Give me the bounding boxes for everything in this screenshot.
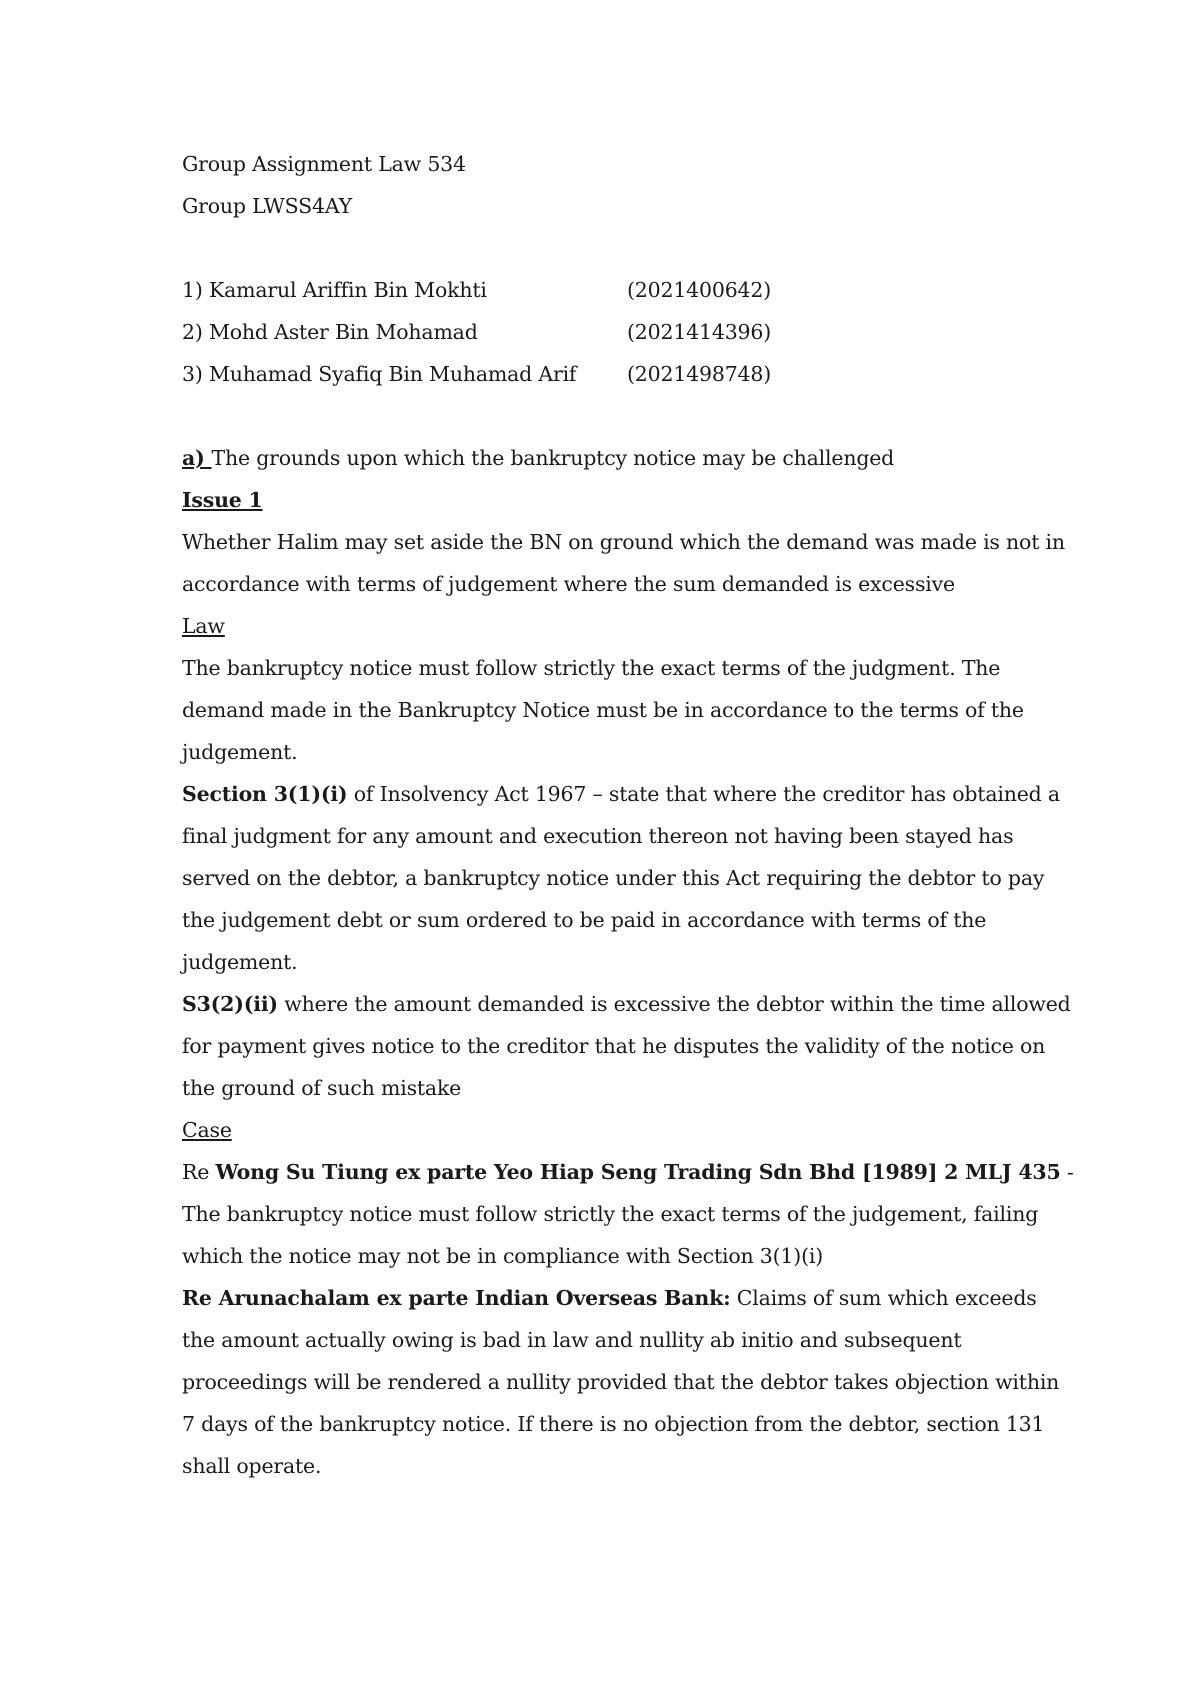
question-label: a) xyxy=(182,446,212,470)
member-name: 1) Kamarul Ariffin Bin Mokhti xyxy=(182,278,487,302)
member-name: 2) Mohd Aster Bin Mohamad xyxy=(182,320,478,344)
case-text-line: 7 days of the bankruptcy notice. If there is no objection from the debtor, section 131 xyxy=(182,1412,1045,1436)
law-text-line: The bankruptcy notice must follow strictly the exact terms of the judgment. The xyxy=(182,656,1001,680)
issue-heading: Issue 1 xyxy=(182,488,263,512)
law-text-line: judgement. xyxy=(182,740,298,764)
section-text-line: for payment gives notice to the creditor that he disputes the validity of the notice on xyxy=(182,1034,1046,1058)
section-text-line: judgement. xyxy=(182,950,298,974)
section-3-2-ii-label: S3(2)(ii) xyxy=(182,992,278,1016)
member-row xyxy=(182,353,1062,395)
section-3-1-i-text: of Insolvency Act 1967 – state that where the creditor has obtained a xyxy=(347,782,1060,806)
member-id: (2021414396) xyxy=(627,320,772,344)
case-1-prefix: Re xyxy=(182,1160,216,1184)
question-line xyxy=(182,437,1062,479)
section-3-2-ii-line xyxy=(182,983,1071,1025)
group-name: Group LWSS4AY xyxy=(182,194,352,218)
case-text-line: shall operate. xyxy=(182,1454,322,1478)
member-name: 3) Muhamad Syafiq Bin Muhamad Arif xyxy=(182,362,577,386)
section-text-line: the ground of such mistake xyxy=(182,1076,462,1100)
member-row xyxy=(182,311,1062,353)
case-1-name: Wong Su Tiung ex parte Yeo Hiap Seng Trading Sdn Bhd [1989] 2 MLJ 435 xyxy=(215,1160,1061,1184)
issue-text-line: Whether Halim may set aside the BN on ground which the demand was made is not in xyxy=(182,530,1065,554)
document-body xyxy=(182,143,1074,1487)
assignment-title: Group Assignment Law 534 xyxy=(182,152,466,176)
case-1-suffix: - xyxy=(1060,1160,1074,1184)
member-id: (2021498748) xyxy=(627,362,772,386)
case-text-line: proceedings will be rendered a nullity provided that the debtor takes objection within xyxy=(182,1370,1060,1394)
case-text-line: The bankruptcy notice must follow strictly the exact terms of the judgement, failing xyxy=(182,1202,1039,1226)
case-1-citation xyxy=(182,1151,1074,1193)
section-3-1-i-label: Section 3(1)(i) xyxy=(182,782,348,806)
case-text-line: which the notice may not be in compliance with Section 3(1)(i) xyxy=(182,1244,824,1268)
section-3-2-ii-text: where the amount demanded is excessive the debtor within the time allowed xyxy=(277,992,1071,1016)
law-text-line: demand made in the Bankruptcy Notice must be in accordance to the terms of the xyxy=(182,698,1024,722)
case-2-text: Claims of sum which exceeds xyxy=(730,1286,1037,1310)
question-text: The grounds upon which the bankruptcy notice may be challenged xyxy=(211,446,895,470)
section-text-line: final judgment for any amount and execution thereon not having been stayed has xyxy=(182,824,1014,848)
issue-text-line: accordance with terms of judgement where the sum demanded is excessive xyxy=(182,572,955,596)
section-3-1-i-line xyxy=(182,773,1062,815)
spacer xyxy=(182,227,1062,269)
member-id: (2021400642) xyxy=(627,278,772,302)
case-heading: Case xyxy=(182,1118,232,1142)
section-text-line: the judgement debt or sum ordered to be paid in accordance with terms of the xyxy=(182,908,987,932)
law-heading: Law xyxy=(182,614,225,638)
case-2-citation xyxy=(182,1277,1062,1319)
member-row xyxy=(182,269,1062,311)
case-2-name: Re Arunachalam ex parte Indian Overseas Bank: xyxy=(182,1286,731,1310)
spacer xyxy=(182,395,1062,437)
section-text-line: served on the debtor, a bankruptcy notice under this Act requiring the debtor to pay xyxy=(182,866,1045,890)
case-text-line: the amount actually owing is bad in law and nullity ab initio and subsequent xyxy=(182,1328,962,1352)
